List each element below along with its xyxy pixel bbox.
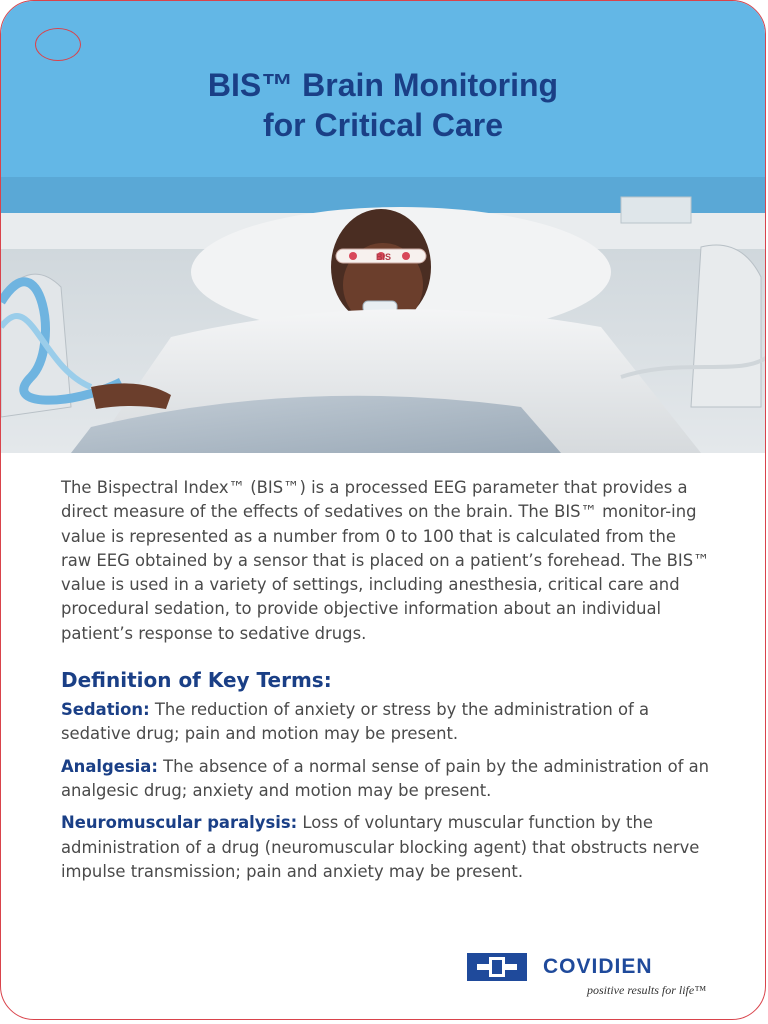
body-content <box>61 476 711 892</box>
intro-paragraph: The Bispectral Index™ (BIS™) is a processed EEG parameter that provides a direct measure of the effects of sedatives on the brain. The BIS™ monitor-ing value is represented as a number from 0 to 100 that is calculated from the raw EEG obtained by a sensor that is placed on a patient’s forehead. The BIS™ value is used in a variety of settings, including anesthesia, critical care and procedural sedation, to provide objective information about an individual patient’s response to sedative drugs. <box>61 478 710 643</box>
brand-tagline: positive results for life™ <box>587 983 706 997</box>
definition-neuromuscular-paralysis <box>61 811 711 884</box>
brand-name: COVIDIEN <box>543 955 653 978</box>
page-title <box>1 65 765 145</box>
patient-photo <box>1 177 765 453</box>
covidien-logo <box>467 953 717 1003</box>
definition-sedation <box>61 698 711 747</box>
title-line-1: BIS™ Brain Monitoring <box>207 67 559 103</box>
term-neuromuscular-paralysis: Neuromuscular paralysis: <box>61 813 298 833</box>
definition-analgesia <box>61 755 711 804</box>
sensor-label: BIS <box>376 252 392 262</box>
header-band <box>1 1 765 177</box>
term-analgesia: Analgesia: <box>61 756 158 776</box>
definitions-heading: Definition of Key Terms: <box>61 668 332 693</box>
term-sedation: Sedation: <box>61 700 150 720</box>
punch-hole-marker <box>35 28 81 61</box>
cross-logo-icon <box>467 953 527 981</box>
title-line-2: for Critical Care <box>262 107 504 143</box>
definition-text-sedation: The reduction of anxiety or stress by the administration of a sedative drug; pain and motion may be present. <box>61 700 649 744</box>
definition-text-neuromuscular-paralysis: Loss of voluntary muscular function by the administration of a drug (neuromuscular blocking agent) that obstructs nerve impulse transmission; pain and anxiety may be present. <box>61 813 700 881</box>
patient-with-bis-sensor-image <box>1 177 765 453</box>
definition-text-analgesia: The absence of a normal sense of pain by the administration of an analgesic drug; anxiety and motion may be present. <box>61 756 710 800</box>
